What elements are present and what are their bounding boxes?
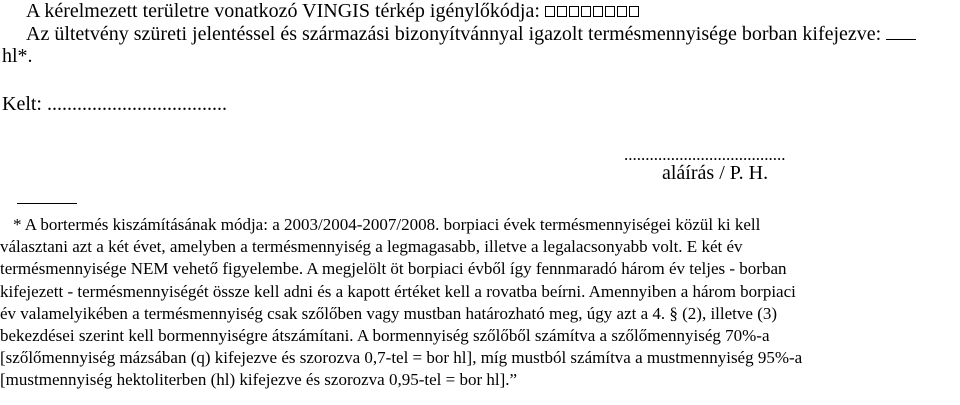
footnote-line: [mustmennyiség hektoliterben (hl) kifejezve és szorozva 0,95-tel = bor hl].” — [0, 370, 518, 390]
header-line-2 — [26, 23, 916, 45]
footnote-line: * A bortermés kiszámításának módja: a 2003/2004-2007/2008. borpiaci évek termésmennyiségei közül ki kell — [13, 215, 761, 234]
vingis-code-label: A kérelmezett területre vonatkozó VINGIS térkép igénylőkódja: — [26, 0, 540, 22]
header-line-1 — [26, 0, 641, 22]
hl-unit-label: hl*. — [2, 45, 33, 67]
signature-label — [662, 162, 768, 184]
vingis-code-box[interactable] — [593, 6, 603, 17]
footnote-rule — [17, 203, 77, 204]
wine-quantity-label: Az ültetvény szüreti jelentéssel és származási bizonyítvánnyal igazolt termésmennyisége borban kifejezve: — [26, 23, 882, 45]
vingis-code-box[interactable] — [629, 6, 639, 17]
vingis-code-box[interactable] — [617, 6, 627, 17]
footnote-line: kifejezett - termésmennyiségét össze kell adni és a kapott értéket kell a rovatba beírni. Amennyiben a három borpiaci — [0, 281, 796, 301]
footnote-line: választani azt a két évet, amelyben a termésmennyiség a legmagasabb, illetve a legalacsonyabb volt. E két év — [0, 237, 743, 257]
vingis-code-box[interactable] — [605, 6, 615, 17]
footnote — [0, 214, 960, 392]
vingis-code-box[interactable] — [545, 6, 555, 17]
date-label[interactable]: Kelt: .................................... — [2, 93, 227, 115]
signature-dots-text: ...................................... — [624, 145, 786, 164]
wine-quantity-blank[interactable] — [886, 25, 916, 40]
footnote-line: [szőlőmennyiség mázsában (q) kifejezve és szorozva 0,7-tel = bor hl], míg mustból számítva a mustmennyiség 95%-a — [0, 348, 803, 368]
vingis-code-boxes[interactable] — [545, 0, 641, 22]
signature-label-text: aláírás / P. H. — [662, 162, 769, 184]
header-line-3 — [2, 45, 33, 67]
footnote-line: termésmennyisége NEM vehető figyelembe. A megjelölt öt borpiaci évből így fennmaradó három év teljes - borban — [0, 259, 787, 279]
vingis-code-box[interactable] — [557, 6, 567, 17]
date-line — [2, 93, 227, 115]
footnote-line: bekezdései szerint kell bormennyiségre átszámítani. A bormennyiség szőlőből számítva a szőlőmennyiség 70%-a — [0, 326, 770, 346]
vingis-code-box[interactable] — [569, 6, 579, 17]
footnote-line: év valamelyikében a termésmennyiség csak szőlőben vagy mustban határozható meg, úgy azt a 4. § (2), illetve (3) — [0, 303, 778, 323]
vingis-code-box[interactable] — [581, 6, 591, 17]
